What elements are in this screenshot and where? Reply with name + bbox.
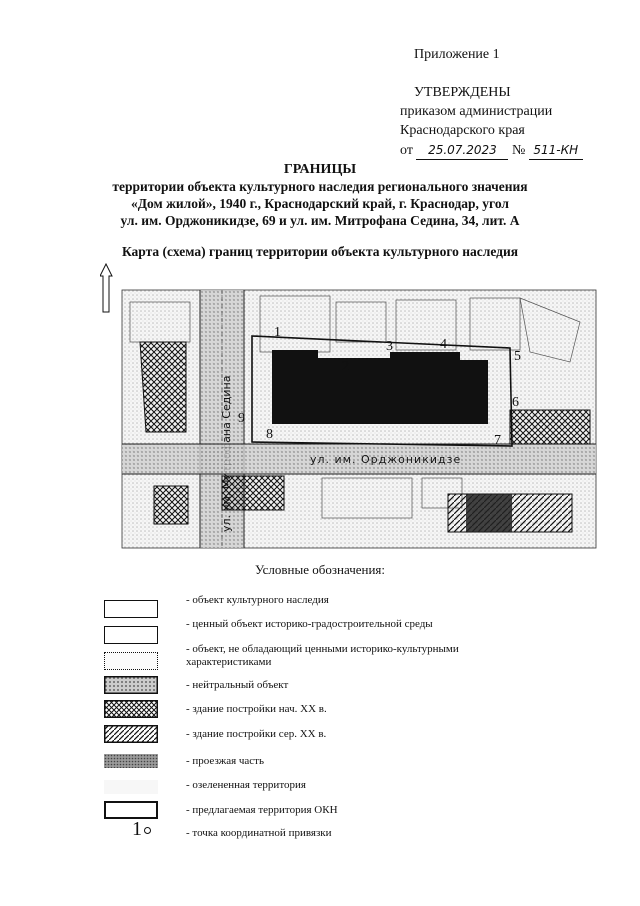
point-9: 9 bbox=[238, 411, 245, 426]
early-xx-building-east bbox=[510, 410, 590, 444]
early-xx-building-west bbox=[140, 342, 186, 432]
legend-label-green: - озелененная территория bbox=[186, 779, 306, 791]
region-label: Краснодарского края bbox=[400, 123, 525, 138]
appendix-label: Приложение 1 bbox=[414, 47, 500, 62]
point-marker-icon bbox=[144, 827, 151, 834]
legend-swatch-early-xx bbox=[104, 700, 158, 718]
from-label: от bbox=[400, 143, 413, 158]
legend-point-number: 1 bbox=[132, 818, 142, 840]
title-line-3: ул. им. Орджоникидзе, 69 и ул. им. Митрофана Седина, 34, лит. А bbox=[120, 213, 520, 228]
point-6: 6 bbox=[512, 395, 519, 410]
early-xx-building-south bbox=[222, 476, 284, 510]
point-8: 8 bbox=[266, 427, 273, 442]
legend-label-proposed: - предлагаемая территория ОКН bbox=[186, 804, 338, 816]
territory-map bbox=[100, 262, 600, 552]
legend-swatch-mid-xx bbox=[104, 725, 158, 743]
point-2: 2 bbox=[342, 359, 349, 374]
okn-building bbox=[272, 350, 488, 424]
document-title: ГРАНИЦЫ bbox=[283, 162, 357, 177]
legend-swatch-roadway bbox=[104, 754, 158, 768]
map-title: Карта (схема) границ территории объекта культурного наследия bbox=[121, 244, 519, 259]
title-line-1: территории объекта культурного наследия регионального значения bbox=[112, 179, 528, 194]
legend-swatch-valuable bbox=[104, 626, 158, 644]
point-3: 3 bbox=[386, 339, 393, 354]
street-label-ordzhonikidze: ул. им. Орджоникидзе bbox=[310, 453, 462, 466]
legend-swatch-neutral bbox=[104, 676, 158, 694]
street-horizontal bbox=[122, 444, 596, 474]
legend-swatch-okn bbox=[104, 600, 158, 618]
legend-label-valuable: - ценный объект историко-градостроительной среды bbox=[186, 618, 433, 630]
legend-title: Условные обозначения: bbox=[254, 562, 386, 577]
legend-label-okn: - объект культурного наследия bbox=[186, 594, 329, 606]
early-xx-building-sw bbox=[154, 486, 188, 524]
legend-label-neutral: - нейтральный объект bbox=[186, 679, 289, 691]
approved-label: УТВЕРЖДЕНЫ bbox=[414, 85, 511, 100]
handwritten-date: 25.07.2023 bbox=[416, 141, 508, 160]
legend-label-not-valuable: - объект, не обладающий ценными историко-культурными характеристиками bbox=[186, 643, 459, 668]
handwritten-number: 511-КН bbox=[529, 141, 583, 160]
legend-swatch-green bbox=[104, 780, 158, 794]
legend-label-point: - точка координатной привязки bbox=[186, 827, 332, 839]
legend-swatch-not-valuable bbox=[104, 652, 158, 670]
order-date-line bbox=[400, 141, 600, 160]
legend-label-early-xx: - здание постройки нач. XX в. bbox=[186, 703, 327, 715]
legend-swatch-point bbox=[132, 818, 151, 840]
title-line-2: «Дом жилой», 1940 г., Краснодарский край, г. Краснодар, угол bbox=[131, 196, 509, 211]
legend-swatch-proposed bbox=[104, 801, 158, 819]
point-7: 7 bbox=[494, 433, 501, 448]
number-label: № bbox=[511, 143, 526, 158]
point-1: 1 bbox=[274, 325, 281, 340]
order-label: приказом администрации bbox=[400, 104, 553, 119]
legend-label-mid-xx: - здание постройки сер. XX в. bbox=[186, 728, 327, 740]
point-4: 4 bbox=[440, 337, 447, 352]
legend-label-roadway: - проезжая часть bbox=[186, 755, 265, 767]
north-arrow-icon bbox=[100, 264, 112, 312]
point-5: 5 bbox=[514, 349, 521, 364]
